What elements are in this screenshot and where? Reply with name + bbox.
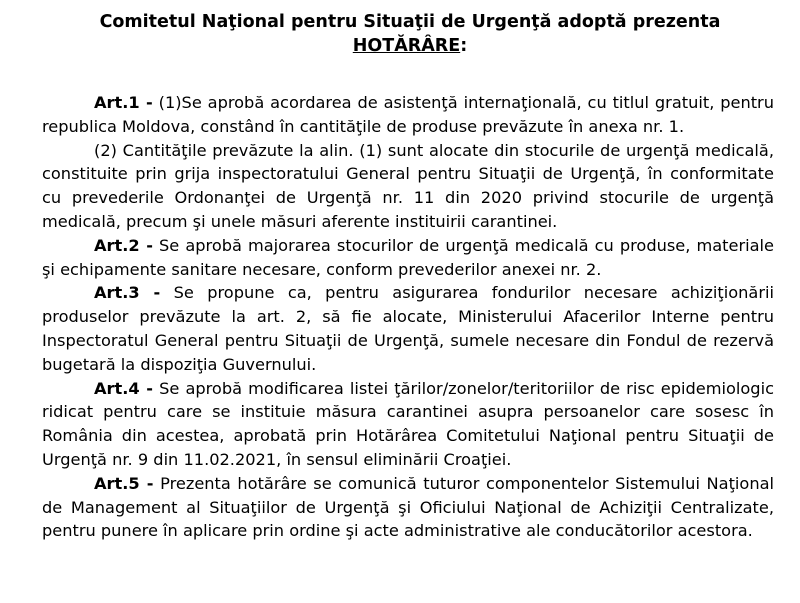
article-5-label: Art.5 - — [94, 473, 154, 493]
document-body — [42, 91, 774, 543]
article-3-label: Art.3 - — [94, 283, 161, 303]
article-5-paragraph — [42, 472, 774, 543]
heading-line-1: Comitetul Naţional pentru Situaţii de Urgenţă adoptă prezenta — [99, 12, 721, 32]
document-heading — [42, 10, 774, 58]
article-2-label: Art.2 - — [94, 235, 153, 255]
article-3-text: Se propune ca, pentru asigurarea fondurilor necesare achiziţionării produselor prevăzute la art. 2, să fie alocate, Ministerului Afacerilor Interne pentru Inspectoratul General pentru Situaţii de Urgenţă, sumele necesare din Fondul de rezervă bugetară la dispoziţia Guvernului. — [42, 283, 774, 374]
article-1-label: Art.1 - — [94, 93, 153, 112]
article-1-paragraph — [42, 91, 774, 139]
article-3-paragraph — [42, 281, 774, 376]
article-4-label: Art.4 - — [94, 378, 153, 398]
article-2-text: Se aprobă majorarea stocurilor de urgenţă medicală cu produse, materiale şi echipamente sanitare necesare, conform prevederilor anexei nr. 2. — [42, 235, 774, 279]
article-4-text: Se aprobă modificarea listei ţărilor/zonelor/teritoriilor de risc epidemiologic ridicat pentru care se instituie măsura carantinei asupra persoanelor care sosesc în România din acestea, aprobată prin Hotărârea Comitetului Naţional pentru Situaţii de Urgenţă nr. 9 din 11.02.2021, în sensul eliminării Croaţiei. — [42, 378, 774, 469]
heading-decision-word: HOTĂRÂRE — [352, 36, 461, 56]
article-5-text: Prezenta hotărâre se comunică tuturor componentelor Sistemului Naţional de Management al Situaţiilor de Urgenţă şi Oficiului Naţional de Achiziţii Centralizate, pentru punere în aplicare prin ordine şi acte administrative ale conducătorilor acestora. — [42, 473, 774, 541]
article-2-paragraph — [42, 234, 774, 282]
article-1-paragraph-2-text: (2) Cantităţile prevăzute la alin. (1) sunt alocate din stocurile de urgenţă medicală, constituite prin grija inspectoratului General pentru Situaţii de Urgenţă, în conformitate cu prevederile Ordonanţei de Urgenţă nr. 11 din 2020 privind stocurile de urgenţă medicală, precum şi unele măsuri aferente instituirii carantinei. — [42, 140, 774, 231]
article-1-text: (1)Se aprobă acordarea de asistenţă internaţională, cu titlul gratuit, pentru republica Moldova, constând în cantităţile de produse prevăzute în anexa nr. 1. — [42, 93, 774, 136]
heading-colon: : — [460, 36, 468, 56]
article-4-paragraph — [42, 377, 774, 472]
article-1-paragraph-2 — [42, 139, 774, 234]
